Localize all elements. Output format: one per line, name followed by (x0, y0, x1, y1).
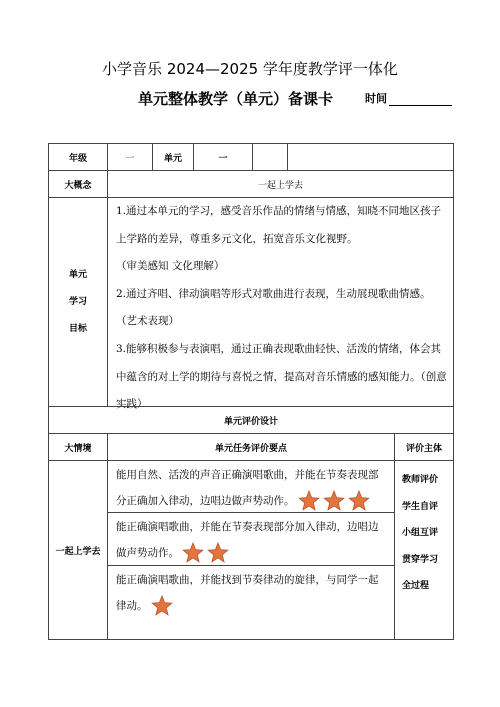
big-concept-value-cell: 一起上学去 (107, 170, 454, 198)
big-concept-label-cell: 大概念 (48, 170, 108, 198)
col-points-header: 单元任务评价要点 (107, 433, 395, 461)
criteria-row (107, 565, 395, 640)
eval-subject-line: 全过程 (402, 581, 430, 591)
time-field (365, 90, 452, 106)
star-icon (323, 490, 345, 511)
star-icon (298, 490, 320, 511)
star-rating (148, 600, 173, 612)
objectives-label-cell (48, 197, 108, 407)
star-icon (207, 542, 229, 563)
criteria-row (107, 512, 395, 566)
empty-cell-2 (287, 143, 454, 171)
empty-cell-1 (252, 143, 288, 171)
document-subtitle: 单元整体教学（单元）备课卡 (138, 90, 334, 108)
objective-tag: （审美感知 文化理解） (116, 260, 225, 273)
eval-subject-line: 教师评价 (402, 475, 439, 485)
time-blank-line (389, 93, 452, 106)
star-icon (182, 542, 204, 563)
grade-label-cell: 年级 (48, 143, 108, 171)
objective-item: 3.能够积极参与表演唱，通过正确表现歌曲轻快、活泼的情绪，体会其中蕴含的对上学的期待与喜悦之情，提高对音乐情感的感知能力。（创意实践） (116, 342, 447, 411)
criteria-text: 能正确演唱歌曲，并能找到节奏律动的旋律，与同学一起律动。 (116, 574, 379, 612)
objectives-label-line: 目标 (68, 323, 87, 334)
eval-subject-line: 贯穿学习 (402, 554, 439, 565)
objective-item: 1.通过本单元的学习，感受音乐作品的情绪与情感，知晓不同地区孩子上学路的差异，尊重多元文化，拓宽音乐文化视野。 (116, 205, 442, 245)
time-label: 时间 (365, 92, 387, 105)
objective-item: 2.通过齐唱、律动演唱等形式对歌曲进行表现，生动展现歌曲情感。 (116, 287, 431, 300)
criteria-text: 能正确演唱歌曲，并能在节奏表现部分加入律动，边唱边做声势动作。 (116, 521, 379, 559)
eval-design-header-cell: 单元评价设计 (48, 406, 454, 434)
objectives-content-cell (107, 197, 454, 411)
unit-label-cell: 单元 (152, 143, 194, 171)
star-rating (179, 547, 229, 559)
criteria-text: 能用自然、活泼的声音正确演唱歌曲，并能在节奏表现部分正确加入律动，边唱边做声势动作。 (116, 469, 379, 507)
situation-cell: 一起上学去 (48, 460, 108, 640)
col-subject-header: 评价主体 (394, 433, 454, 461)
objectives-label-line: 单元 (68, 269, 87, 280)
star-icon (348, 490, 370, 511)
grade-value-cell: 一 (107, 143, 153, 171)
objectives-label-line: 学习 (68, 296, 87, 307)
star-rating (295, 495, 370, 507)
eval-subject-line: 学生自评 (402, 501, 439, 512)
document-title: 小学音乐 2024—2025 学年度教学评一体化 (102, 60, 398, 78)
eval-subject-cell (394, 460, 454, 640)
eval-subject-line: 小组互评 (402, 528, 439, 538)
col-situation-header: 大情境 (48, 433, 108, 461)
criteria-row (107, 460, 395, 513)
star-icon (151, 595, 173, 616)
objective-tag: （艺术表现） (116, 315, 179, 328)
unit-value-cell: 一 (193, 143, 253, 171)
